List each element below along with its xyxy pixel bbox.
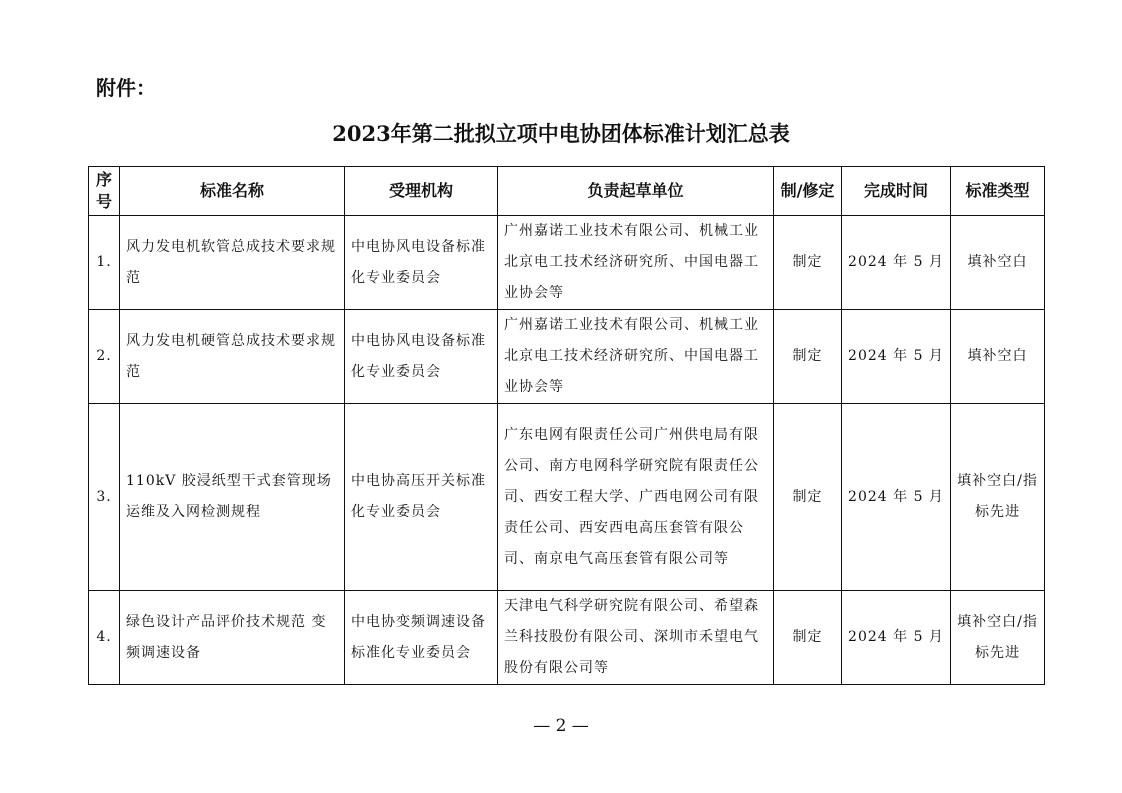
table-header-row [89,167,1045,216]
row-drafter: 广东电网有限责任公司广州供电局有限公司、南方电网科学研究院有限责任公司、西安工程大学、广西电网公司有限责任公司、西安西电高压套管有限公司、南京电气高压套管有限公司等 [498,404,774,591]
header-serial: 序号 [89,167,120,216]
header-agency: 受理机构 [345,167,498,216]
row-drafter: 广州嘉诺工业技术有限公司、机械工业北京电工技术经济研究所、中国电器工业协会等 [498,216,774,310]
row-agency: 中电协高压开关标准化专业委员会 [345,404,498,591]
row-agency: 中电协风电设备标准化专业委员会 [345,310,498,404]
table-row [89,310,1045,404]
header-deadline: 完成时间 [842,167,951,216]
row-type: 填补空白/指标先进 [951,404,1045,591]
row-serial: 4. [89,591,120,685]
row-mode: 制定 [774,310,842,404]
row-type: 填补空白/指标先进 [951,591,1045,685]
header-type: 标准类型 [951,167,1045,216]
row-mode: 制定 [774,591,842,685]
row-agency: 中电协变频调速设备标准化专业委员会 [345,591,498,685]
header-drafter: 负责起草单位 [498,167,774,216]
table-row [89,216,1045,310]
header-standard-name: 标准名称 [120,167,345,216]
row-mode: 制定 [774,216,842,310]
standards-plan-table [88,166,1045,685]
row-deadline: 2024 年 5 月 [842,591,951,685]
row-deadline: 2024 年 5 月 [842,216,951,310]
table-row [89,591,1045,685]
row-serial: 3. [89,404,120,591]
table-row [89,404,1045,591]
row-standard-name: 绿色设计产品评价技术规范 变频调速设备 [120,591,345,685]
document-title: 2023年第二批拟立项中电协团体标准计划汇总表 [332,121,790,146]
row-agency: 中电协风电设备标准化专业委员会 [345,216,498,310]
row-type: 填补空白 [951,310,1045,404]
row-drafter: 广州嘉诺工业技术有限公司、机械工业北京电工技术经济研究所、中国电器工业协会等 [498,310,774,404]
header-mode: 制/修定 [774,167,842,216]
row-standard-name: 风力发电机硬管总成技术要求规范 [120,310,345,404]
attachment-label: 附件： [96,76,156,100]
row-type: 填补空白 [951,216,1045,310]
row-serial: 2. [89,310,120,404]
row-deadline: 2024 年 5 月 [842,404,951,591]
row-standard-name: 110kV 胶浸纸型干式套管现场运维及入网检测规程 [120,404,345,591]
page-number: — 2 — [533,716,589,736]
row-deadline: 2024 年 5 月 [842,310,951,404]
row-mode: 制定 [774,404,842,591]
row-serial: 1. [89,216,120,310]
row-drafter: 天津电气科学研究院有限公司、希望森兰科技股份有限公司、深圳市禾望电气股份有限公司等 [498,591,774,685]
row-standard-name: 风力发电机软管总成技术要求规范 [120,216,345,310]
